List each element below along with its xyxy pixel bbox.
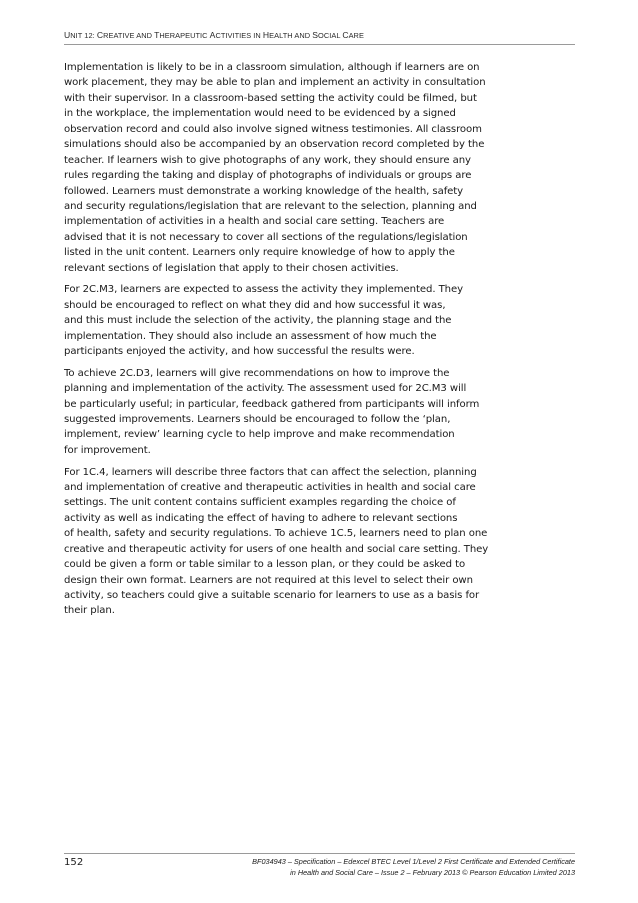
text-line: relevant sections of legislation that apply to their chosen activities. [64, 262, 399, 274]
text-line: should be encouraged to reflect on what they did and how successful it was, [64, 299, 446, 311]
header-text-part: NIT 12: [70, 31, 97, 40]
text-line: listed in the unit content. Learners only require knowledge of how to apply the [64, 247, 455, 259]
text-line: in the workplace, the implementation would need to be evidenced by a signed [64, 108, 456, 120]
text-line: with their supervisor. In a classroom-based setting the activity could be filmed, but [64, 92, 477, 104]
text-line: To achieve 2C.D3, learners will give recommendations on how to improve the [64, 367, 450, 379]
text-line: teacher. If learners wish to give photographs of any work, they should ensure any [64, 154, 471, 166]
body-text [64, 60, 584, 625]
text-line: creative and therapeutic activity for users of one health and social care setting. They [64, 543, 489, 555]
text-line: For 2C.M3, learners are expected to assess the activity they implemented. They [64, 284, 464, 296]
header-text-part: C [342, 30, 349, 40]
text-line: their plan. [64, 605, 115, 617]
footer-line-1: BF034943 – Specification – Edexcel BTEC Level 1/Level 2 First Certificate and Extended Certificate [252, 857, 575, 866]
header-divider [64, 44, 575, 45]
page-number: 152 [64, 857, 84, 868]
footer-citation [155, 857, 575, 878]
text-line: advised that it is not necessary to cover all sections of the regulations/legislation [64, 231, 468, 243]
header-text-part: ARE [348, 31, 364, 40]
text-line: rules regarding the taking and display of photographs of individuals or groups are [64, 170, 472, 182]
header-text-part: A [209, 30, 216, 40]
text-line: for improvement. [64, 444, 151, 456]
text-line: observation record and could also involve signed witness testimonies. All classroom [64, 123, 482, 135]
header-text-part: T [154, 30, 160, 40]
text-line: and security regulations/legislation that are relevant to the selection, planning and [64, 200, 477, 212]
text-line: implement, review’ learning cycle to help improve and make recommendation [64, 429, 455, 441]
header-text-part: S [312, 30, 319, 40]
header-text-part: EALTH AND [269, 31, 313, 40]
text-line: could be given a form or table similar to a lesson plan, or they could be asked to [64, 559, 466, 571]
header-text-part: U [64, 30, 71, 40]
text-line: be particularly useful; in particular, feedback gathered from participants will inform [64, 398, 480, 410]
header-text-part: C [96, 30, 104, 40]
footer-line-2: in Health and Social Care – Issue 2 – February 2013 © Pearson Education Limited 2013 [290, 867, 575, 877]
text-line: Implementation is likely to be in a classroom simulation, although if learners are on [64, 62, 480, 73]
text-line: planning and implementation of the activity. The assessment used for 2C.M3 will [64, 383, 467, 395]
header-text-part: OCIAL [318, 31, 343, 40]
text-line: settings. The unit content contains sufficient examples regarding the choice of [64, 497, 456, 509]
text-line: simulations should also be accompanied by an observation record completed by the [64, 139, 485, 151]
text-line: For 1C.4, learners will describe three factors that can affect the selection, planning [64, 466, 477, 478]
text-line: of health, safety and security regulations. To achieve 1C.5, learners need to plan one [64, 528, 488, 540]
text-line: activity, so teachers could give a suitable scenario for learners to use as a basis for [64, 590, 480, 601]
text-line: suggested improvements. Learners should be encouraged to follow the ‘plan, [64, 414, 451, 425]
text-line: implementation. They should also include an assessment of how much the [64, 330, 437, 342]
running-header [64, 30, 584, 40]
header-text-part: CTIVITIES IN [215, 31, 263, 40]
paragraph [64, 282, 584, 359]
text-line: design their own format. Learners are not required at this level to select their own [64, 574, 473, 586]
text-line: implementation of activities in a health and social care setting. Teachers are [64, 216, 445, 228]
paragraph [64, 60, 584, 276]
text-line: and this must include the selection of the activity, the planning stage and the [64, 315, 452, 327]
text-line: participants enjoyed the activity, and how successful the results were. [64, 346, 415, 358]
text-line: followed. Learners must demonstrate a working knowledge of the health, safety [64, 185, 464, 197]
header-text-part: REATIVE AND [103, 31, 155, 40]
text-line: and implementation of creative and therapeutic activities in health and social care [64, 481, 476, 493]
header-text-part: HERAPEUTIC [159, 31, 210, 40]
paragraph [64, 366, 584, 459]
footer-divider [64, 853, 575, 854]
paragraph [64, 465, 584, 619]
header-text-part: H [262, 30, 270, 40]
text-line: work placement, they may be able to plan and implement an activity in consultation [64, 77, 486, 89]
text-line: activity as well as indicating the effect of having to adhere to relevant sections [64, 512, 458, 524]
